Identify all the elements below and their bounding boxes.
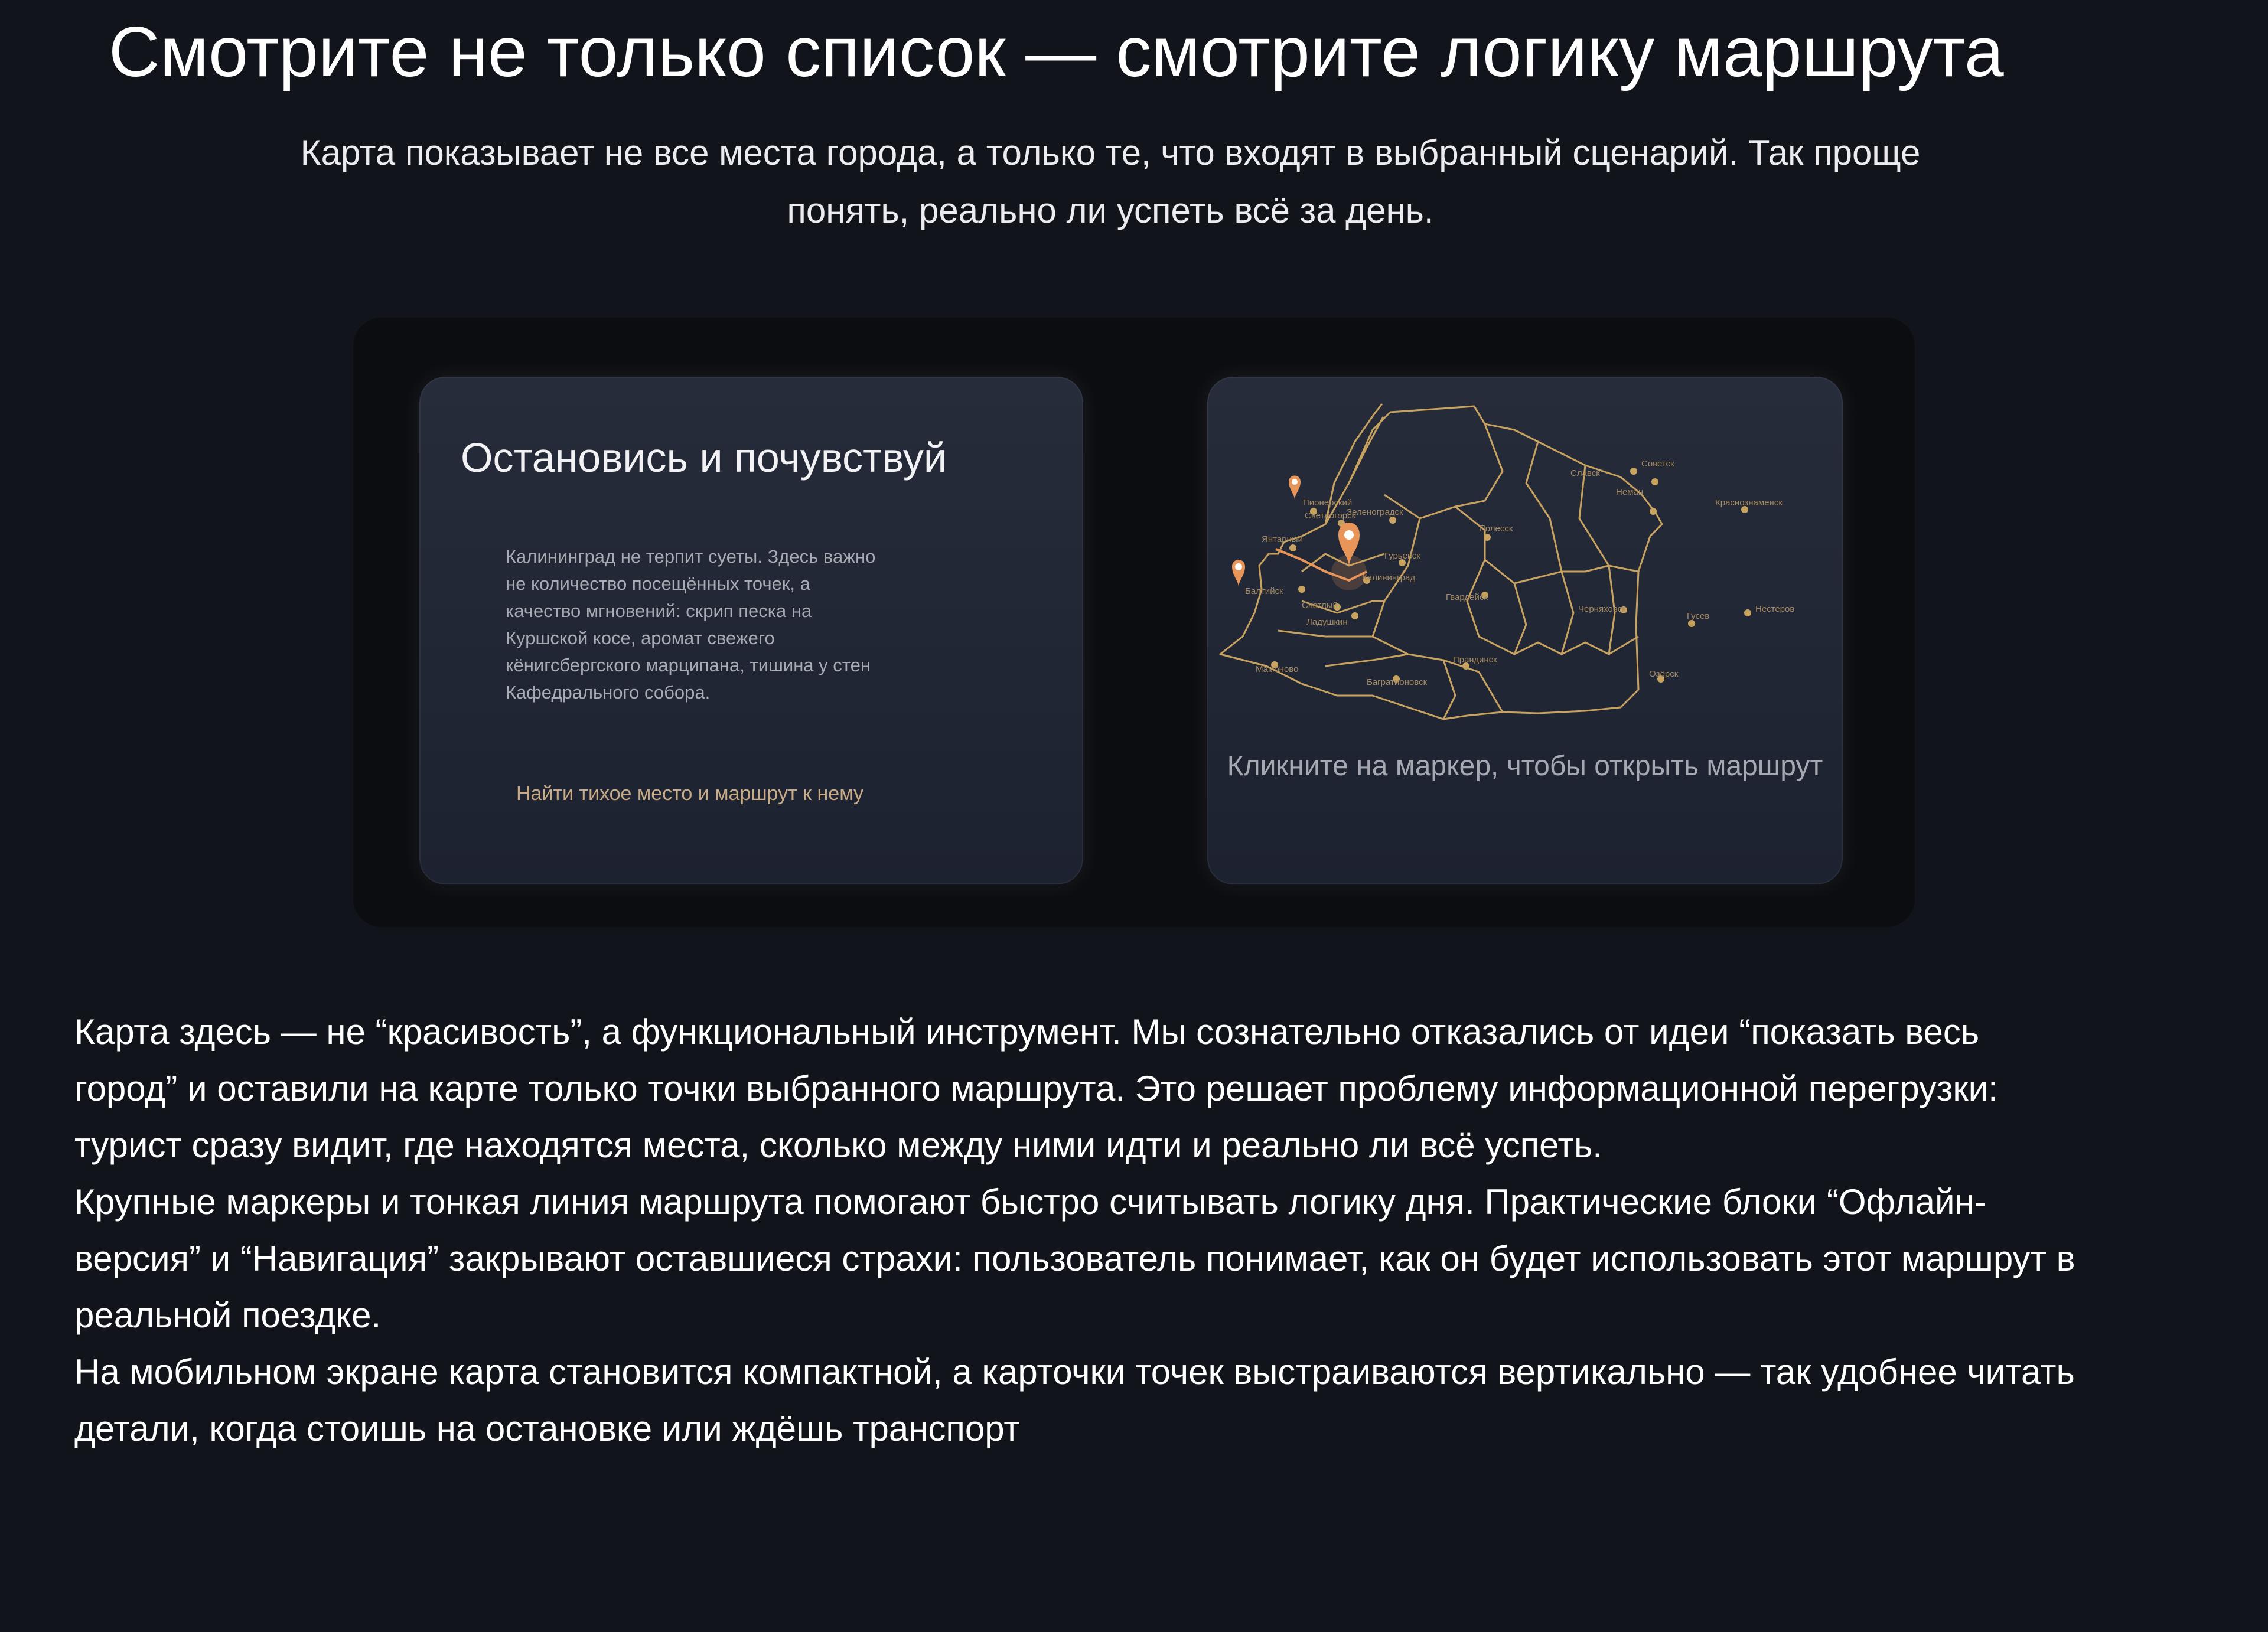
- city-label: Краснознаменск: [1715, 498, 1783, 508]
- city-label: Ладушкин: [1306, 617, 1348, 627]
- description: [74, 1004, 2083, 1457]
- city-label: Калининград: [1362, 573, 1416, 583]
- city-label: Пионерский: [1303, 498, 1353, 508]
- description-paragraph: На мобильном экране карта становится компактной, а карточки точек выстраиваются вертикально — так удобнее читать детали, когда стоишь на остановке или ждёшь транспорт: [74, 1352, 2075, 1448]
- find-quiet-place-link[interactable]: Найти тихое место и маршрут к нему: [516, 782, 863, 805]
- city-label: Черняховск: [1578, 604, 1626, 614]
- map-marker-icon[interactable]: [1289, 476, 1301, 500]
- city-label: Гвардейск: [1446, 592, 1488, 602]
- city-label: Зеленоградск: [1347, 507, 1403, 517]
- map-marker-icon[interactable]: [1331, 523, 1367, 590]
- city-label: Правдинск: [1453, 655, 1497, 665]
- city-label: Нестеров: [1755, 604, 1795, 614]
- city-label: Светлый: [1302, 600, 1338, 611]
- description-paragraph: Крупные маркеры и тонкая линия маршрута помогают быстро считывать логику дня. Практические блоки “Офлайн-версия” и “Навигация” закрывают оставшиеся страхи: пользователь понимает, как он будет использовать этот маршрут в реальной поездке.: [74, 1182, 2075, 1335]
- city-label: Багратионовск: [1367, 677, 1428, 687]
- description-paragraph: Карта здесь — не “красивость”, а функциональный инструмент. Мы сознательно отказались от идеи “показать весь город” и оставили на карте только точки выбранного маршрута. Это решает проблему информационной перегрузки: турист сразу видит, где находятся места, сколько между ними идти и реально ли всё успеть.: [74, 1012, 1998, 1165]
- page-subtitle: Карта показывает не все места города, а только те, что входят в выбранный сценарий. Так проще понять, реально ли успеть всё за день.: [300, 133, 1921, 230]
- map-hint: Кликните на маркер, чтобы открыть маршрут: [1227, 750, 1823, 782]
- intro-card-body: Калининград не терпит суеты. Здесь важно не количество посещённых точек, а качество мгновений: скрип песка на Куршской косе, аромат свежего кёнигсбергского марципана, тишина у стен Кафедрального собора.: [506, 546, 876, 703]
- map-marker-icon[interactable]: [1232, 560, 1245, 587]
- route-markers[interactable]: [1232, 476, 1367, 591]
- city-label: Мамоново: [1256, 664, 1299, 674]
- city-label: Балтийск: [1245, 586, 1283, 596]
- intro-card-title: Остановись и почувствуй: [461, 435, 947, 481]
- city-label: Неман: [1616, 487, 1644, 497]
- city-label: Полесск: [1479, 524, 1513, 534]
- city-label: Озёрск: [1649, 669, 1679, 679]
- city-label: Янтарный: [1262, 534, 1303, 544]
- page-title: Смотрите не только список — смотрите логику маршрута: [109, 12, 2004, 92]
- intro-card: [419, 377, 1083, 884]
- city-label: Славск: [1570, 468, 1600, 478]
- screenshot-showcase: [353, 318, 1915, 927]
- city-label: Гурьевск: [1384, 551, 1420, 561]
- city-label: Светлогорск: [1305, 511, 1356, 521]
- map-card: [1207, 377, 1843, 884]
- region-map[interactable]: [1207, 377, 1843, 743]
- city-label: Гусев: [1687, 611, 1710, 621]
- city-label: Советск: [1641, 459, 1674, 469]
